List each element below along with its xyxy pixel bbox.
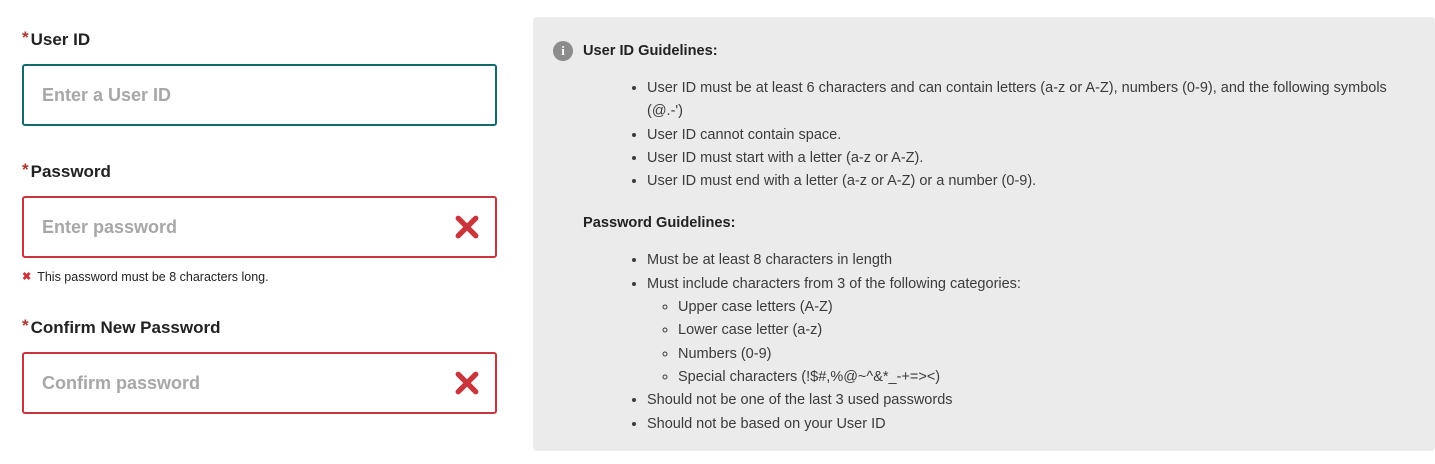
guideline-item: • User ID must start with a letter (a-z or A-Z). <box>647 147 1419 170</box>
guideline-item <box>647 273 1419 389</box>
category-item: ◦ Numbers (0-9) <box>678 343 1419 366</box>
guideline-item: • User ID must end with a letter (a-z or A-Z) or a number (0-9). <box>647 170 1419 193</box>
required-asterisk: * <box>22 160 29 179</box>
info-icon: i <box>553 41 573 61</box>
password-error-text: This password must be 8 characters long. <box>37 270 269 284</box>
user-id-guidelines-heading: User ID Guidelines: <box>583 43 718 59</box>
guideline-item: • User ID must be at least 6 characters and can contain letters (a-z or A-Z), numbers (0-9), and the following symbols (@.-') <box>647 77 1419 124</box>
password-error-message <box>22 270 497 285</box>
required-asterisk: * <box>22 316 29 335</box>
guideline-item: • Should not be one of the last 3 used passwords <box>647 389 1419 412</box>
user-id-label-text: User ID <box>30 30 91 49</box>
invalid-x-icon <box>453 213 481 241</box>
password-input-wrap <box>22 196 497 258</box>
user-id-guidelines-heading-row <box>553 41 1419 61</box>
category-item: ◦ Special characters (!$#,%@~^&*_-+=><) <box>678 366 1419 389</box>
user-id-label <box>22 30 497 50</box>
category-item: ◦ Lower case letter (a-z) <box>678 319 1419 342</box>
category-item: ◦ Upper case letters (A-Z) <box>678 296 1419 319</box>
user-id-guidelines-list <box>553 77 1419 193</box>
password-label-text: Password <box>30 162 111 181</box>
confirm-password-input-wrap <box>22 352 497 414</box>
user-id-input[interactable] <box>22 64 497 126</box>
error-x-icon: ✖ <box>22 271 32 283</box>
guideline-item-text: Must include characters from 3 of the following categories: <box>647 275 1021 292</box>
confirm-password-label-text: Confirm New Password <box>30 318 221 337</box>
invalid-x-icon <box>453 369 481 397</box>
password-guidelines-heading: Password Guidelines: <box>583 215 736 232</box>
guideline-item: • User ID cannot contain space. <box>647 124 1419 147</box>
password-guidelines-list <box>553 249 1419 435</box>
password-category-list <box>647 296 1419 389</box>
confirm-password-input[interactable] <box>22 352 497 414</box>
password-label <box>22 162 497 182</box>
required-asterisk: * <box>22 28 29 47</box>
guideline-item: • Must be at least 8 characters in length <box>647 249 1419 272</box>
guidelines-panel <box>533 17 1435 451</box>
guideline-item: • Should not be based on your User ID <box>647 413 1419 436</box>
confirm-password-label <box>22 318 497 338</box>
credentials-form <box>0 0 497 464</box>
password-input[interactable] <box>22 196 497 258</box>
user-id-input-wrap <box>22 64 497 126</box>
